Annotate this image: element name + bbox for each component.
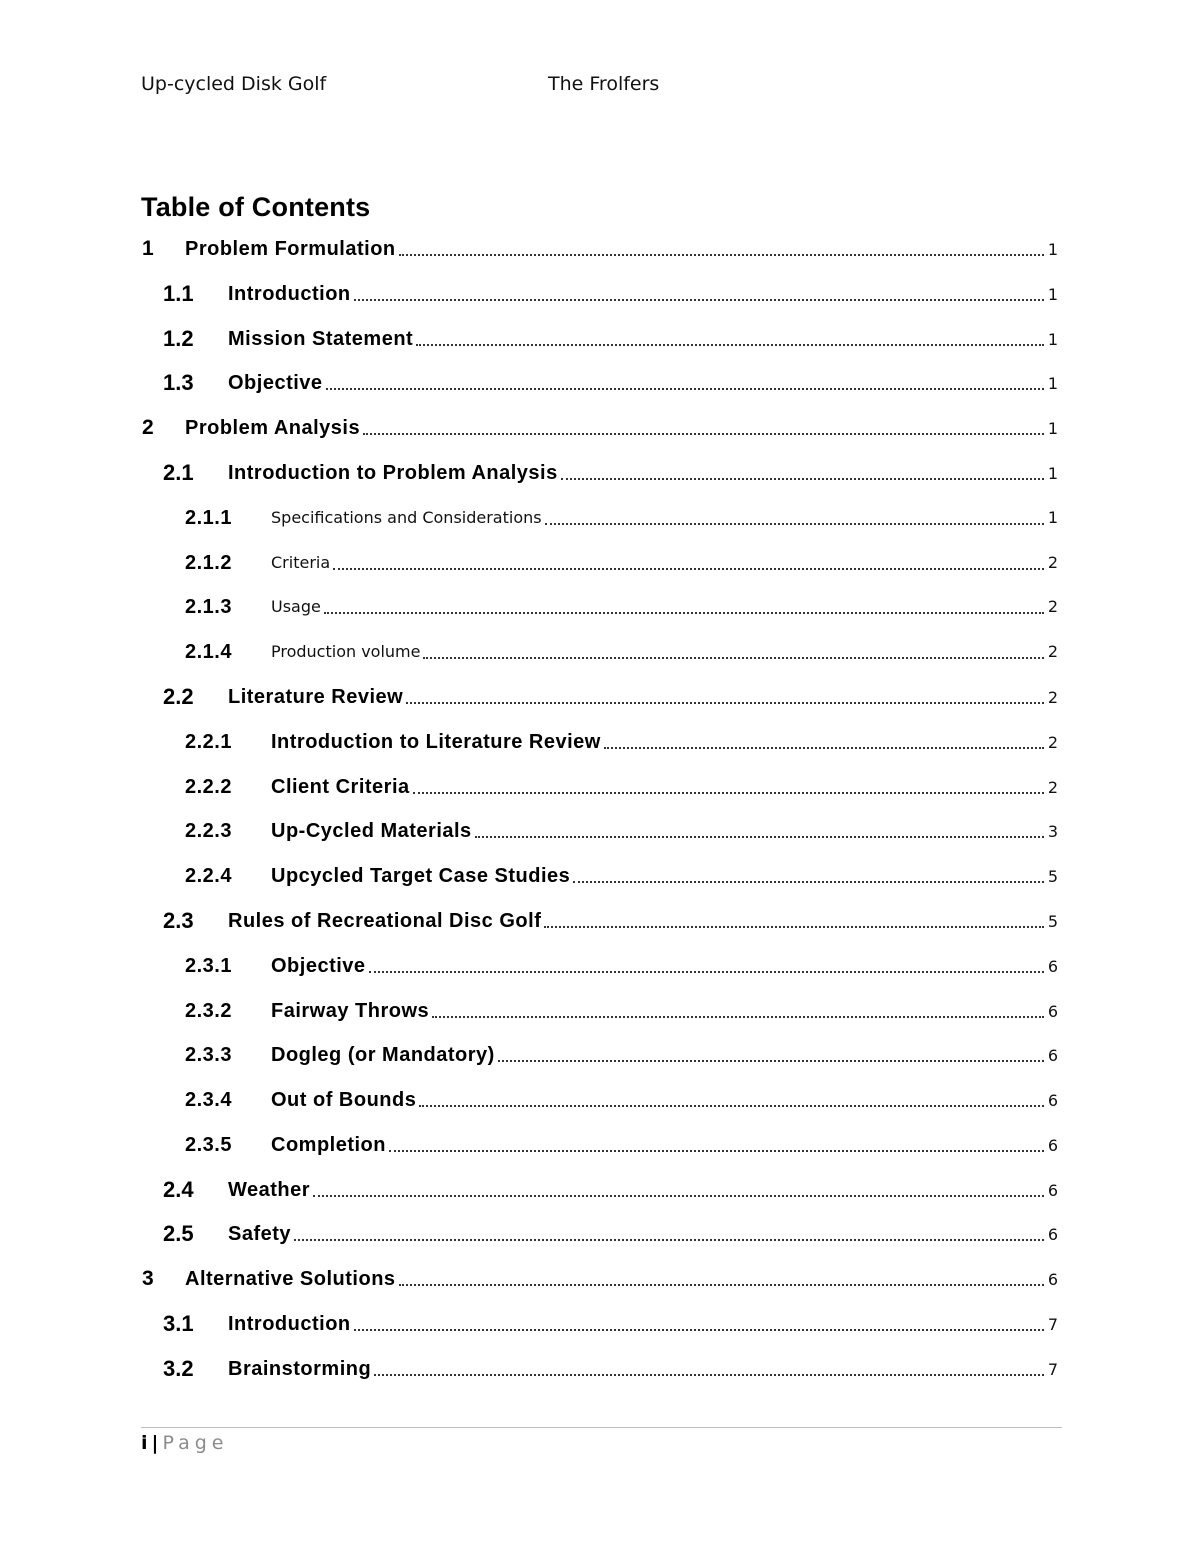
toc-entry-number: 1: [142, 237, 154, 260]
toc-entry-label: Mission Statement: [228, 328, 414, 350]
toc-entry[interactable]: [0, 816, 1200, 846]
toc-leader-dots: [389, 1149, 1044, 1152]
toc-entry-label: Weather: [228, 1179, 311, 1201]
toc-entry-page: 1: [1047, 508, 1058, 527]
toc-leader-dots: [545, 522, 1044, 525]
toc-entry[interactable]: [0, 861, 1200, 891]
toc-entry-page: 2: [1047, 642, 1058, 661]
toc-entry-label: Up-Cycled Materials: [271, 820, 472, 842]
toc-entry-label: Client Criteria: [271, 776, 410, 798]
toc-entry[interactable]: [0, 1354, 1200, 1384]
header-document-title: Up-cycled Disk Golf: [141, 73, 327, 95]
toc-entry-label: Alternative Solutions: [185, 1268, 396, 1290]
toc-entry-number: 2.1: [163, 460, 194, 485]
toc-leader-dots: [294, 1238, 1044, 1241]
footer-divider: [141, 1427, 1062, 1428]
toc-entry-number: 1.1: [163, 281, 194, 306]
toc-entry[interactable]: [0, 727, 1200, 757]
toc-entry-page: 7: [1047, 1360, 1058, 1379]
footer-page-label: Page: [162, 1432, 229, 1454]
toc-entry[interactable]: [0, 503, 1200, 533]
toc-entry[interactable]: [0, 1085, 1200, 1115]
toc-entry-label: Introduction: [228, 283, 351, 305]
toc-entry-number: 2.2.1: [185, 731, 232, 753]
footer-separator: |: [151, 1432, 159, 1454]
toc-leader-dots: [326, 387, 1044, 390]
toc-entry-number: 1.2: [163, 326, 194, 351]
toc-entry-label: Problem Formulation: [185, 238, 396, 260]
toc-leader-dots: [475, 835, 1044, 838]
toc-leader-dots: [406, 701, 1044, 704]
toc-entry-page: 2: [1047, 688, 1058, 707]
toc-entry-page: 1: [1047, 330, 1058, 349]
toc-entry-page: 6: [1047, 1002, 1058, 1021]
toc-leader-dots: [399, 1283, 1044, 1286]
toc-entry-page: 1: [1047, 464, 1058, 483]
toc-title: Table of Contents: [141, 192, 371, 222]
toc-leader-dots: [419, 1104, 1043, 1107]
toc-entry-page: 1: [1047, 374, 1058, 393]
toc-leader-dots: [354, 298, 1044, 301]
toc-entry-number: 2.3.2: [185, 1000, 232, 1022]
page-footer: [141, 1432, 228, 1454]
toc-leader-dots: [573, 880, 1044, 883]
toc-entry[interactable]: [0, 1219, 1200, 1249]
toc-entry-number: 2.1.1: [185, 507, 232, 529]
toc-entry[interactable]: [0, 637, 1200, 667]
toc-entry-number: 2.1.3: [185, 596, 232, 618]
toc-entry-page: 1: [1047, 285, 1058, 304]
toc-entry-page: 1: [1047, 240, 1058, 259]
toc-entry-page: 2: [1047, 553, 1058, 572]
toc-entry-number: 2: [142, 416, 154, 439]
toc-entry-page: 1: [1047, 419, 1058, 438]
toc-entry-number: 3.1: [163, 1311, 194, 1336]
toc-entry[interactable]: [0, 1264, 1200, 1294]
header-team-name: The Frolfers: [548, 73, 660, 95]
toc-entry-number: 2.1.4: [185, 641, 232, 663]
toc-leader-dots: [374, 1373, 1044, 1376]
toc-entry-number: 2.4: [163, 1177, 194, 1202]
toc-entry[interactable]: [0, 413, 1200, 443]
toc-entry-page: 2: [1047, 778, 1058, 797]
toc-entry-number: 2.3.4: [185, 1089, 232, 1111]
toc-entry-label: Completion: [271, 1134, 386, 1156]
toc-entry-number: 2.3.5: [185, 1134, 232, 1156]
toc-leader-dots: [498, 1059, 1044, 1062]
toc-entry-number: 2.2.3: [185, 820, 232, 842]
toc-entry-label: Criteria: [271, 553, 331, 572]
toc-entry-number: 2.3.1: [185, 955, 232, 977]
toc-entry-label: Introduction: [228, 1313, 351, 1335]
toc-entry-page: 2: [1047, 733, 1058, 752]
toc-entry-number: 2.3: [163, 908, 194, 933]
toc-leader-dots: [313, 1194, 1044, 1197]
toc-leader-dots: [354, 1328, 1044, 1331]
toc-leader-dots: [333, 567, 1044, 570]
toc-leader-dots: [604, 746, 1044, 749]
toc-entry[interactable]: [0, 234, 1200, 264]
toc-entry-number: 2.2: [163, 684, 194, 709]
toc-entry-label: Fairway Throws: [271, 1000, 430, 1022]
toc-entry-label: Problem Analysis: [185, 417, 361, 439]
toc-entry-label: Introduction to Literature Review: [271, 731, 601, 753]
toc-entry-number: 2.5: [163, 1221, 194, 1246]
toc-entry-page: 6: [1047, 1046, 1058, 1065]
toc-entry-number: 2.3.3: [185, 1044, 232, 1066]
toc-entry-label: Specifications and Considerations: [271, 508, 542, 527]
toc-entry[interactable]: [0, 324, 1200, 354]
toc-entry-label: Production volume: [271, 642, 421, 661]
toc-entry-page: 5: [1047, 912, 1058, 931]
toc-entry-number: 1.3: [163, 370, 194, 395]
toc-entry-label: Upcycled Target Case Studies: [271, 865, 571, 887]
toc-entry-number: 2.2.4: [185, 865, 232, 887]
toc-entry[interactable]: [0, 1040, 1200, 1070]
toc-entry-page: 5: [1047, 867, 1058, 886]
toc-entry-page: 7: [1047, 1315, 1058, 1334]
toc-entry-label: Objective: [228, 372, 323, 394]
toc-entry-page: 2: [1047, 597, 1058, 616]
toc-leader-dots: [413, 791, 1044, 794]
toc-entry[interactable]: [0, 592, 1200, 622]
footer-page-number: i: [141, 1432, 148, 1454]
toc-entry[interactable]: [0, 682, 1200, 712]
toc-leader-dots: [324, 611, 1044, 614]
toc-entry[interactable]: [0, 996, 1200, 1026]
toc-leader-dots: [432, 1015, 1044, 1018]
toc-entry-label: Literature Review: [228, 686, 404, 708]
toc-entry-label: Safety: [228, 1223, 292, 1245]
toc-leader-dots: [544, 925, 1043, 928]
toc-entry-page: 6: [1047, 957, 1058, 976]
toc-entry[interactable]: [0, 368, 1200, 398]
toc-entry-label: Usage: [271, 597, 321, 616]
toc-entry-label: Rules of Recreational Disc Golf: [228, 910, 542, 932]
toc-leader-dots: [369, 970, 1044, 973]
toc-entry[interactable]: [0, 1130, 1200, 1160]
toc-entry-page: 3: [1047, 822, 1058, 841]
toc-entry[interactable]: [0, 772, 1200, 802]
toc-entry-number: 3: [142, 1267, 154, 1290]
toc-entry-page: 6: [1047, 1136, 1058, 1155]
toc-entry-number: 2.2.2: [185, 776, 232, 798]
toc-entry[interactable]: [0, 1175, 1200, 1205]
toc-leader-dots: [399, 253, 1044, 256]
toc-entry[interactable]: [0, 906, 1200, 936]
toc-leader-dots: [363, 432, 1044, 435]
toc-leader-dots: [416, 343, 1044, 346]
toc-entry[interactable]: [0, 458, 1200, 488]
toc-entry-label: Brainstorming: [228, 1358, 372, 1380]
toc-entry[interactable]: [0, 548, 1200, 578]
toc-entry-page: 6: [1047, 1270, 1058, 1289]
toc-entry-label: Dogleg (or Mandatory): [271, 1044, 495, 1066]
toc-leader-dots: [561, 477, 1044, 480]
toc-entry-page: 6: [1047, 1091, 1058, 1110]
toc-entry-page: 6: [1047, 1225, 1058, 1244]
toc-entry-page: 6: [1047, 1181, 1058, 1200]
toc-entry-number: 2.1.2: [185, 552, 232, 574]
toc-entry[interactable]: [0, 951, 1200, 981]
toc-entry[interactable]: [0, 1309, 1200, 1339]
page-header: [0, 73, 1200, 97]
toc-entry-label: Objective: [271, 955, 366, 977]
toc-entry-label: Introduction to Problem Analysis: [228, 462, 558, 484]
toc-entry-label: Out of Bounds: [271, 1089, 417, 1111]
toc-leader-dots: [423, 656, 1043, 659]
toc-entry-number: 3.2: [163, 1356, 194, 1381]
toc-entry[interactable]: [0, 279, 1200, 309]
